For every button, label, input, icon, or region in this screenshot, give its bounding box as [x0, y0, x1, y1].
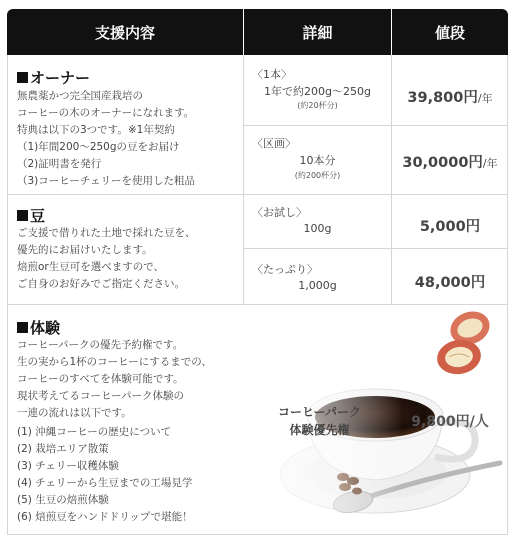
plan-note: (約20杯分) [297, 101, 338, 110]
square-bullet-icon [17, 210, 28, 221]
price-cell: 48,000円 [414, 275, 486, 291]
plan-detail: 1年で約200g～250g [264, 85, 371, 98]
support-table [7, 9, 508, 535]
beans-title: 豆 [17, 205, 45, 226]
owner-description: 無農薬かつ完全国産栽培の コーヒーの木のオーナーになれます。 特典は以下の3つです。※1年契約 （1)年間200～250gの豆をお届け （2)証明書を発行 （3)コーヒーチェリーを使用した粗品 [17, 90, 196, 187]
col-divider [7, 55, 8, 535]
plan-detail: 10本分 [299, 154, 336, 167]
plan-note: (約200杯分) [294, 171, 341, 180]
square-bullet-icon [17, 72, 28, 83]
experience-price: 9,800円/人 [411, 414, 489, 430]
price-cell: 39,800円/年 [407, 90, 493, 106]
owner-title: オーナー [17, 67, 90, 88]
price-cell: 30,0000円/年 [402, 155, 498, 171]
experience-label: コーヒーパーク 体験優先権 [278, 405, 361, 437]
plan-detail: 100g [303, 222, 332, 235]
col-divider [507, 55, 508, 535]
experience-steps: (1) 沖縄コーヒーの歴史について (2) 栽培エリア散策 (3) チェリー収穫体験 (4) チェリーから生豆までの工場見学 (5) 生豆の焙煎体験 (6) 焙煎豆をハンドドリップで堪能！ [17, 426, 193, 523]
plan-name: 〈たっぷり〉 [252, 263, 318, 276]
plan-name: 〈お試し〉 [252, 206, 307, 219]
experience-title: 体験 [17, 317, 60, 338]
row-divider [7, 534, 508, 535]
plan-name: 〈1本〉 [252, 68, 292, 81]
header-price: 値段 [392, 9, 508, 55]
square-bullet-icon [17, 322, 28, 333]
sub-row-divider [244, 125, 508, 126]
experience-description: コーヒーパークの優先予約権です。 生の実から1杯のコーヒーにするまでの、 コーヒーのすべてを体験可能です。 現状考えてるコーヒーパーク体験の 一連の流れは以下です。 [17, 339, 212, 419]
header-content: 支援内容 [7, 9, 243, 55]
beans-description: ご支援で借りれた土地で採れた豆を、 優先的にお届けいたします。 焙煎or生豆可を選べますので、 ご自身のお好みでご指定ください。 [17, 227, 196, 290]
row-divider [7, 194, 508, 195]
sub-row-divider [244, 248, 508, 249]
plan-detail: 1,000g [298, 279, 337, 292]
header-detail: 詳細 [244, 9, 391, 55]
price-cell: 5,000円 [419, 219, 481, 235]
plan-name: 〈区画〉 [252, 137, 296, 150]
